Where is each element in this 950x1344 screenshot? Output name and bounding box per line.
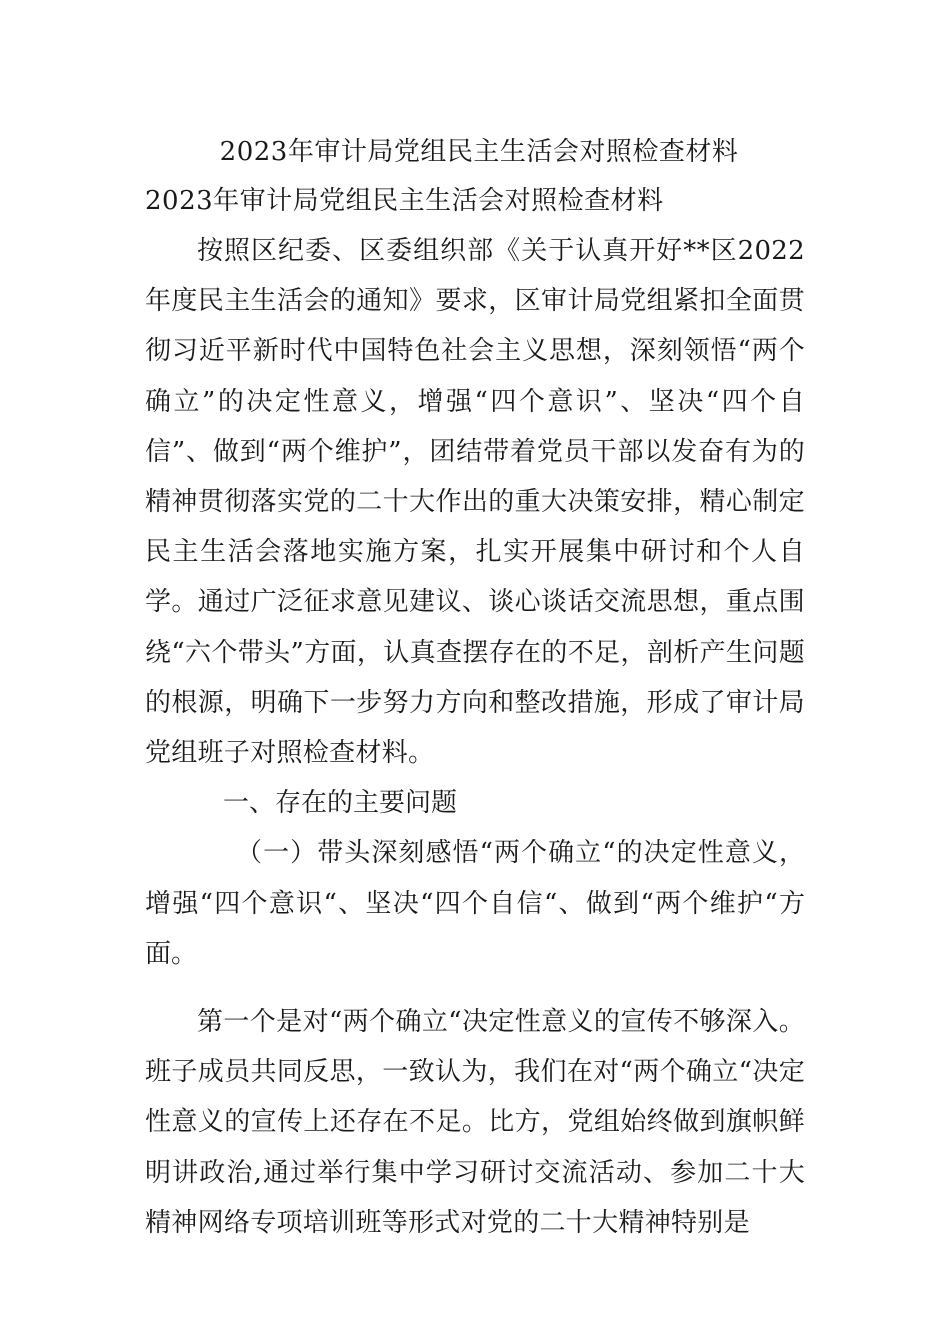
document-title-centered: 2023年审计局党组民主生活会对照检查材料: [219, 137, 739, 167]
document-body: [145, 128, 805, 1248]
section-one-heading: 一、存在的主要问题: [223, 788, 458, 819]
subsection-one-heading: （一）带头深刻感悟“两个确立“的决定性意义，增强“四个意识“、坚决“四个自信“、做到“两个维护“方面。: [145, 838, 805, 969]
intro-paragraph: 按照区纪委、区委组织部《关于认真开好**区2022年度民主生活会的通知》要求，区审计局党组紧扣全面贯彻习近平新时代中国特色社会主义思想，深刻领悟“两个确立”的决定性意义，增强“四个意识”、坚决“四个自信”、做到“两个维护”，团结带着党员干部以发奋有为的精神贯彻落实党的二十大作出的重大决策安排，精心制定民主生活会落地实施方案，扎实开展集中研讨和个人自学。通过广泛征求意见建议、谈心谈话交流思想，重点围绕“六个带头”方面，认真查摆存在的不足，剖析产生问题的根源，明确下一步努力方向和整改措施，形成了审计局党组班子对照检查材料。: [145, 236, 805, 769]
body-paragraph: 第一个是对“两个确立“决定性意义的宣传不够深入。班子成员共同反思，一致认为，我们在对“两个确立“决定性意义的宣传上还存在不足。比方，党组始终做到旗帜鲜明讲政治,通过举行集中学习研讨交流活动、参加二十大精神网络专项培训班等形式对党的二十大精神特别是: [145, 1007, 805, 1238]
paragraph-gap: [145, 979, 805, 997]
document-title-left: 2023年审计局党组民主生活会对照检查材料: [145, 186, 664, 216]
